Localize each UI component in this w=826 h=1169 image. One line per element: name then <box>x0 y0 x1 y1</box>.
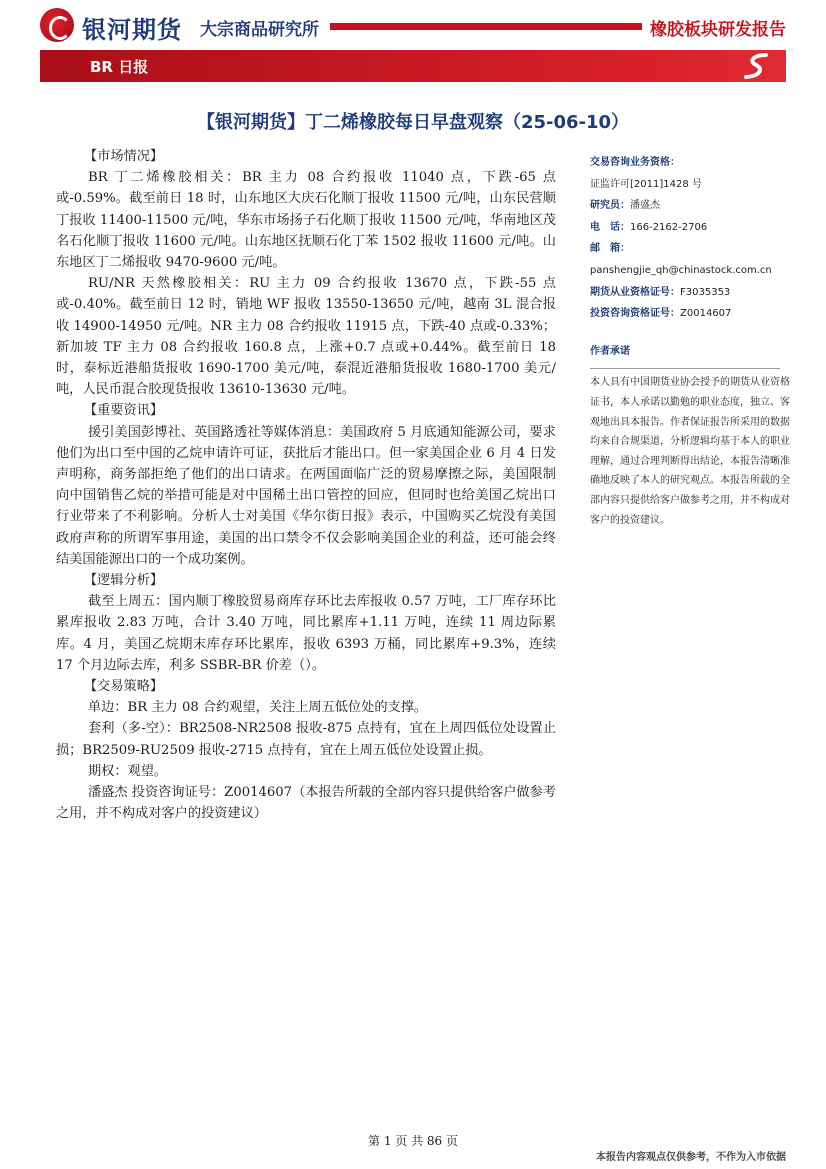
brand-name: 银河期货 <box>82 16 182 44</box>
researcher-label: 研究员： <box>590 200 630 212</box>
qualification-title: 交易咨询业务资格： <box>590 157 680 168</box>
header-rule <box>330 23 642 30</box>
advisory-id-label: 投资咨询资格证号： <box>590 308 680 320</box>
qualification-value: 证监许可[2011]1428 号 <box>590 178 702 190</box>
futures-id-row <box>590 282 790 304</box>
author-pledge <box>590 341 790 530</box>
phone-row <box>590 217 790 239</box>
banner-label: BR 日报 <box>90 58 149 76</box>
paragraph-ru-nr-market: RU/NR 天然橡胶相关：RU 主力 09 合约报收 13670 点，下跌-55 点或-0.40%。截至前日 12 时，销地 WF 报收 13550-13650 元/吨，越南 3L 混合报收 14900-14950 元/吨。NR 主力 08 合约报收 11915 点，下跌-40 点或-0.33%；新加坡 TF 主力 08 合约报收 160.8 点，上涨+0.7 点或+0.44%。截至前日 18 时，泰标近港船货报收 1690-1700 美元/吨，泰混近港船货报收 1680-1700 美元/吨，人民币混合胶现货报收 13610-13630 元/吨。 <box>56 276 556 398</box>
email-label: 邮 箱： <box>590 243 630 255</box>
researcher-row <box>590 195 790 217</box>
advisory-id-value: Z0014607 <box>680 308 732 320</box>
pledge-title: 作者承诺 <box>590 345 630 357</box>
section-heading-logic: 【逻辑分析】 <box>84 573 164 589</box>
institute-name: 大宗商品研究所 <box>200 20 319 40</box>
swoosh-icon <box>736 52 778 80</box>
futures-id-value: F3035353 <box>680 286 731 298</box>
footer-disclaimer: 本报告内容观点仅供参考，不作为入市依据 <box>596 1152 786 1163</box>
paragraph-news: 援引美国彭博社、英国路透社等媒体消息：美国政府 5 月底通知能源公司，要求他们为出口至中国的乙烷申请许可证，获批后才能出口。但一家美国企业 6 月 4 日发声明称，商务部拒绝了他们的出口请求。在两国面临广泛的贸易摩擦之际，美国限制向中国销售乙烷的举措可能是对中国稀土出口管控的回应，但同时也给美国乙烷出口行业带来了不利影响。分析人士对美国《华尔街日报》表示，中国购买乙烷没有美国政府声称的所谓军事用途，美国的出口禁令不仅会影响美国企业的利益，还可能会终结美国能源出口的一个成功案例。 <box>56 424 556 567</box>
researcher-value: 潘盛杰 <box>630 200 660 212</box>
pledge-text: 本人具有中国期货业协会授予的期货从业资格证书，本人承诺以勤勉的职业态度，独立、客观地出具本报告。作者保证报告所采用的数据均来自合规渠道，分析逻辑均基于本人的职业理解，通过合理判断得出结论，本报告清晰准确地反映了本人的研究观点。本报告所载的全部内容只提供给客户做参考之用，并不构成对客户的投资建议。 <box>590 377 790 526</box>
paragraph-logic: 截至上周五：国内顺丁橡胶贸易商库存环比去库报收 0.57 万吨，工厂库存环比累库报收 2.83 万吨，合计 3.40 万吨，同比累库+1.11 万吨，连续 11 周边际累库。4 月，美国乙烷期末库存环比累库，报收 6393 万桶，同比累库+9.3%，连续 17 个月边际去库，利多 SSBR-BR 价差（）。 <box>56 594 556 673</box>
sidebar <box>590 152 790 530</box>
section-banner <box>40 50 786 82</box>
section-heading-news: 【重要资讯】 <box>84 403 164 419</box>
paragraph-strategy-arbitrage: 套利（多-空）：BR2508-NR2508 报收-875 点持有，宜在上周四低位处设置止损；BR2509-RU2509 报收-2715 点持有，宜在上周五低位处设置止损。 <box>56 721 556 758</box>
galaxy-logo-icon <box>40 8 74 42</box>
report-type: 橡胶板块研发报告 <box>650 20 786 40</box>
pledge-divider <box>590 368 780 369</box>
advisory-id-row <box>590 303 790 325</box>
phone-label: 电 话： <box>590 221 630 233</box>
paragraph-author-disclaimer: 潘盛杰 投资咨询证号：Z0014607（本报告所载的全部内容只提供给客户做参考之用，并不构成对客户的投资建议） <box>56 785 556 822</box>
paragraph-strategy-options: 期权：观望。 <box>88 763 168 779</box>
section-heading-market: 【市场情况】 <box>84 149 164 164</box>
email-value[interactable]: panshengjie_qh@chinastock.com.cn <box>590 264 772 276</box>
report-title: 【银河期货】丁二烯橡胶每日早盘观察（25-06-10） <box>196 112 630 133</box>
paragraph-strategy-single: 单边：BR 主力 08 合约观望，关注上周五低位处的支撑。 <box>88 700 428 716</box>
page-number: 第 1 页 共 86 页 <box>368 1134 458 1148</box>
paragraph-br-market: BR 丁二烯橡胶相关：BR 主力 08 合约报收 11040 点，下跌-65 点或-0.59%。截至前日 18 时，山东地区大庆石化顺丁报收 11500 元/吨，山东民营顺丁报收 11400-11500 元/吨，华东市场扬子石化顺丁报收 11500 元/吨，华南地区茂名石化顺丁报收 11600 元/吨。山东地区抚顺石化丁苯 1502 报收 11600 元/吨。山东地区丁二烯报收 9470-9600 元/吨。 <box>56 170 556 271</box>
section-heading-strategy: 【交易策略】 <box>84 679 164 695</box>
futures-id-label: 期货从业资格证号： <box>590 286 680 298</box>
report-body <box>56 146 556 825</box>
phone-value: 166-2162-2706 <box>630 221 708 233</box>
